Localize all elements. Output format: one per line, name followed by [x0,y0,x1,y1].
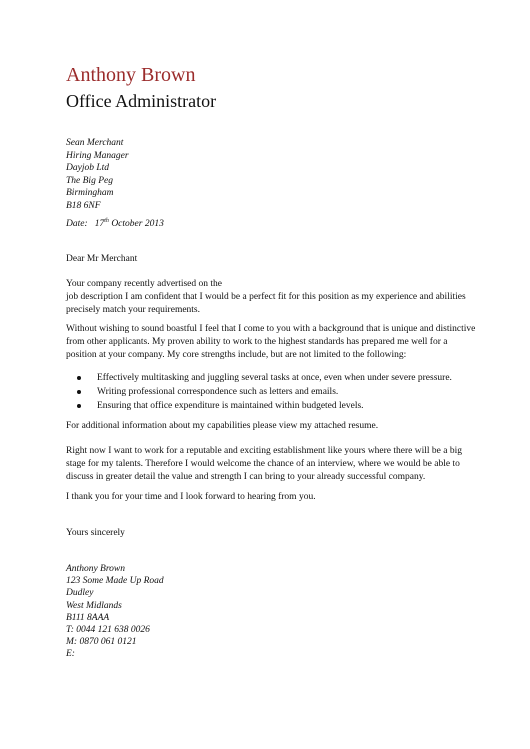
date-day: 17 [94,219,105,229]
paragraph-line: Without wishing to sound boastful I feel that I come to you with a background that is unique and distinctive [66,324,476,334]
paragraph-line: Right now I want to work for a reputable and exciting establishment like yours where there will be a big [66,446,462,456]
signature-block [66,563,164,661]
recipient-line: B18 6NF [66,200,101,211]
letter-date [66,218,164,231]
date-month-year: October 2013 [111,219,164,229]
bullet-icon [77,376,81,380]
paragraph-line: I thank you for your time and I look forward to hearing from you. [66,492,316,502]
signature-line: Dudley [66,588,94,599]
paragraph-line: discuss in greater detail the value and strength I can bring to your already successful company. [66,472,426,482]
intro-paragraph [66,278,476,317]
paragraph-line: stage for my talents. Therefore I would welcome the chance of an interview, where we would be able to [66,459,460,469]
signature-line: T: 0044 121 638 0026 [66,625,150,636]
paragraph-line: Your company recently advertised on the [66,279,223,289]
list-item: Effectively multitasking and juggling several tasks at once, even when under severe pressure. [66,371,476,385]
signature-line: West Midlands [66,600,122,611]
sign-off: Yours sincerely [66,528,125,538]
signature-line: B111 8AAA [66,612,110,623]
thanks-paragraph [66,491,476,504]
paragraph-line: position at your company. My core strengths include, but are not limited to the following: [66,350,407,360]
recipient-line: The Big Peg [66,175,113,186]
signature-line: Anthony Brown [66,564,126,574]
paragraph-line: job description I am confident that I would be a perfect fit for this position as my experience and abilities [66,292,466,302]
paragraph-line: precisely match your requirements. [66,305,201,315]
recipient-address [66,137,129,213]
signature-line: M: 0870 061 0121 [66,637,137,648]
recipient-line: Birmingham [66,188,114,199]
bullet-icon [77,404,81,408]
resume-paragraph [66,420,476,433]
closing-pitch-paragraph [66,445,476,484]
sender-name: Anthony Brown [66,64,196,86]
list-item: Writing professional correspondence such as letters and emails. [66,385,476,399]
signature-line: E: [66,649,75,660]
recipient-line: Hiring Manager [66,150,129,161]
date-suffix: th [104,217,109,224]
background-paragraph [66,323,476,362]
date-label: Date: [66,219,88,229]
paragraph-line: from other applicants. My proven ability to work to the highest standards has prepared me well for a [66,337,448,347]
signature-line: 123 Some Made Up Road [66,576,164,587]
list-item: Ensuring that office expenditure is maintained within budgeted levels. [66,399,476,413]
bullet-icon [77,390,81,394]
paragraph-line: For additional information about my capabilities please view my attached resume. [66,421,379,431]
recipient-line: Sean Merchant [66,138,124,148]
sender-job-title: Office Administrator [66,91,217,111]
recipient-line: Dayjob Ltd [66,163,110,174]
salutation: Dear Mr Merchant [66,254,138,264]
strengths-list [66,371,476,413]
